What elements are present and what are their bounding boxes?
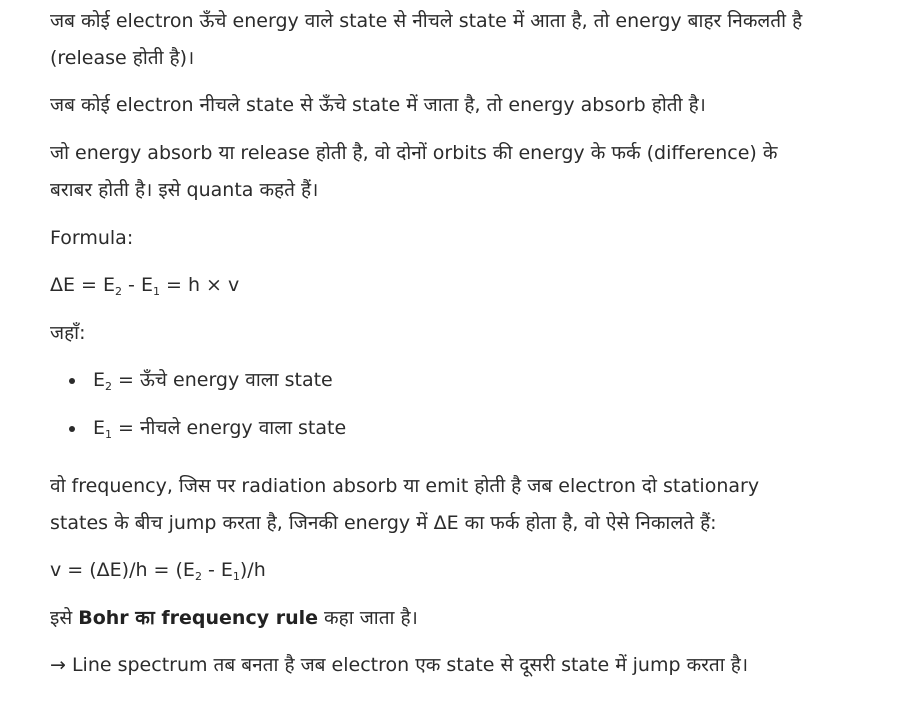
formula-part: = h × v bbox=[159, 274, 240, 296]
list-item bbox=[50, 410, 346, 458]
where-label: जहाँ: bbox=[50, 322, 86, 344]
paragraph-emission: जब कोई electron ऊँचे energy वाले state से नीचले state में आता है, तो energy बाहर निकलती है (release होती है)। bbox=[50, 10, 803, 69]
formula-part: )/h bbox=[239, 559, 266, 581]
rule-suffix: कहा जाता है। bbox=[318, 607, 418, 629]
frequency-formula bbox=[50, 552, 266, 589]
formula-subscript: 1 bbox=[232, 570, 240, 583]
formula-subscript: 2 bbox=[194, 570, 202, 583]
term-subscript: 2 bbox=[105, 380, 113, 393]
line-spectrum-note: → Line spectrum तब बनता है जब electron एक state से दूसरी state में jump करता है। bbox=[50, 654, 749, 676]
formula-subscript: 1 bbox=[152, 285, 160, 298]
bohr-rule bbox=[50, 600, 418, 637]
term-description: = ऊँचे energy वाला state bbox=[112, 369, 333, 391]
rule-name: Bohr का frequency rule bbox=[78, 607, 319, 629]
formula-subscript: 2 bbox=[115, 285, 123, 298]
term-symbol: E bbox=[93, 369, 106, 391]
term-description: = नीचले energy वाला state bbox=[112, 417, 347, 439]
energy-formula bbox=[50, 267, 239, 304]
paragraph-quanta: जो energy absorb या release होती है, वो दोनों orbits की energy के फर्क (difference) के बराबर होती है। इसे quanta कहते हैं। bbox=[50, 142, 778, 201]
formula-part: - E bbox=[122, 274, 153, 296]
formula-part: ΔE = E bbox=[50, 274, 116, 296]
terms-list bbox=[50, 362, 346, 458]
term-symbol: E bbox=[93, 417, 106, 439]
paragraph-absorption: जब कोई electron नीचले state से ऊँचे state में जाता है, तो energy absorb होती है। bbox=[50, 94, 706, 116]
bullet-icon bbox=[69, 378, 75, 384]
formula-part: - E bbox=[201, 559, 233, 581]
formula-part: v = (ΔE)/h = (E bbox=[50, 559, 195, 581]
list-item bbox=[50, 362, 346, 410]
paragraph-frequency: वो frequency, जिस पर radiation absorb या emit होती है जब electron दो stationary states के बीच jump करता है, जिनकी energy में ΔE का फर्क होता है, वो ऐसे निकालते हैं: bbox=[50, 475, 760, 534]
term-subscript: 1 bbox=[105, 428, 113, 441]
rule-prefix: इसे bbox=[50, 607, 79, 629]
formula-label: Formula: bbox=[50, 227, 134, 249]
bullet-icon bbox=[69, 426, 75, 432]
